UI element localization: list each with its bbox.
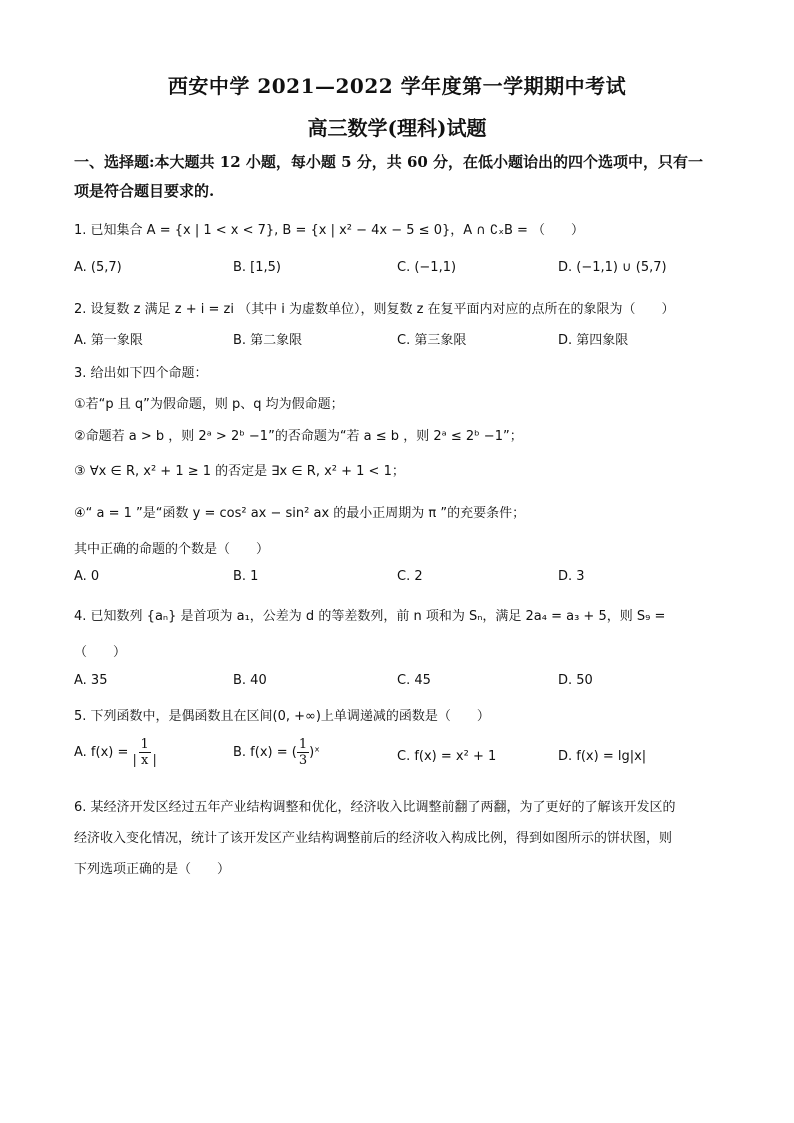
q5-option-a-numerator: 1 — [140, 737, 149, 752]
q3-question: 其中正确的命题的个数是（ ） — [74, 542, 270, 557]
q4-option-b: B. 40 — [233, 673, 267, 688]
q2-stem: 2. 设复数 z 满足 z + i = zi （其中 i 为虚数单位），则复数 z 在复平面内对应的点所在的象限为（ ） — [74, 302, 675, 317]
q3-option-c: C. 2 — [397, 569, 423, 584]
q1-option-a: A. (5,7) — [74, 260, 122, 275]
q5-option-a — [74, 737, 157, 768]
q4-option-a: A. 35 — [74, 673, 108, 688]
q4-stem: 4. 已知数列 {aₙ} 是首项为 a₁，公差为 d 的等差数列，前 n 项和为 Sₙ，满足 2a₄ = a₃ + 5，则 S₉ = — [74, 609, 666, 624]
q3-option-a: A. 0 — [74, 569, 100, 584]
exam-title: 西安中学 2021—2022 学年度第一学期期中考试 — [167, 74, 627, 98]
q5-option-b-denominator: 3 — [298, 753, 308, 768]
q5-option-d: D. f(x) = lg|x| — [558, 749, 647, 764]
q4-option-c: C. 45 — [397, 673, 431, 688]
q4-option-d: D. 50 — [558, 673, 593, 688]
q6-stem-line-1: 6. 某经济开发区经过五年产业结构调整和优化，经济收入比调整前翻了两翻，为了更好的了解该开发区的 — [74, 800, 676, 815]
q5-option-a-prefix: A. f(x) = — [74, 745, 129, 760]
section-line-2: 项是符合题目要求的. — [74, 182, 215, 200]
q2-option-c: C. 第三象限 — [397, 333, 467, 348]
q1-stem: 1. 已知集合 A = {x | 1 < x < 7}, B = {x | x² − 4x − 5 ≤ 0}，A ∩ ∁ₓB = （ ） — [74, 223, 585, 238]
q6-stem-line-2: 经济收入变化情况，统计了该开发区产业结构调整前后的经济收入构成比例，得到如图所示的饼状图，则 — [74, 831, 673, 846]
q3-option-b: B. 1 — [233, 569, 259, 584]
q2-option-a: A. 第一象限 — [74, 333, 143, 348]
q5-stem: 5. 下列函数中，是偶函数且在区间(0, +∞)上单调递减的函数是（ ） — [74, 709, 490, 724]
section-line-1: 一、选择题:本大题共 12 小题，每小题 5 分，共 60 分，在低小题诒出的四个选项中，只有一 — [74, 153, 704, 171]
q3-proposition-1: ①若“p 且 q”为假命题，则 p、q 均为假命题； — [74, 397, 344, 412]
q5-option-b-suffix: )ˣ — [309, 745, 320, 760]
q1-option-c: C. (−1,1) — [397, 260, 457, 275]
q2-option-b: B. 第二象限 — [233, 333, 303, 348]
q1-option-b: B. [1,5) — [233, 260, 282, 275]
q3-proposition-2: ②命题若 a > b ，则 2ᵃ > 2ᵇ −1”的否命题为“若 a ≤ b ，则 2ᵃ ≤ 2ᵇ −1”； — [74, 429, 523, 444]
q5-option-b-numerator: 1 — [298, 737, 308, 752]
q2-option-d: D. 第四象限 — [558, 333, 629, 348]
q5-option-c: C. f(x) = x² + 1 — [397, 749, 497, 764]
section-instructions — [74, 148, 734, 206]
q5-option-b — [233, 737, 320, 768]
q3-option-d: D. 3 — [558, 569, 585, 584]
q5-option-a-denominator: | x | — [132, 753, 157, 768]
q3-proposition-3: ③ ∀x ∈ R, x² + 1 ≥ 1 的否定是 ∃x ∈ R, x² + 1 < 1； — [74, 464, 405, 479]
q5-option-b-fraction — [297, 737, 309, 768]
q5-option-a-fraction — [133, 737, 157, 768]
q3-proposition-4: ④“ a = 1 ”是“函数 y = cos² ax − sin² ax 的最小正周期为 π ”的充要条件； — [74, 506, 526, 521]
q6-stem-line-3: 下列选项正确的是（ ） — [74, 862, 231, 877]
q5-option-b-prefix: B. f(x) = ( — [233, 745, 297, 760]
exam-subtitle: 高三数学(理科)试题 — [307, 116, 487, 140]
q4-answer-paren: （ ） — [74, 645, 127, 660]
q3-stem: 3. 给出如下四个命题： — [74, 366, 208, 381]
q1-option-d: D. (−1,1) ∪ (5,7) — [558, 260, 667, 275]
